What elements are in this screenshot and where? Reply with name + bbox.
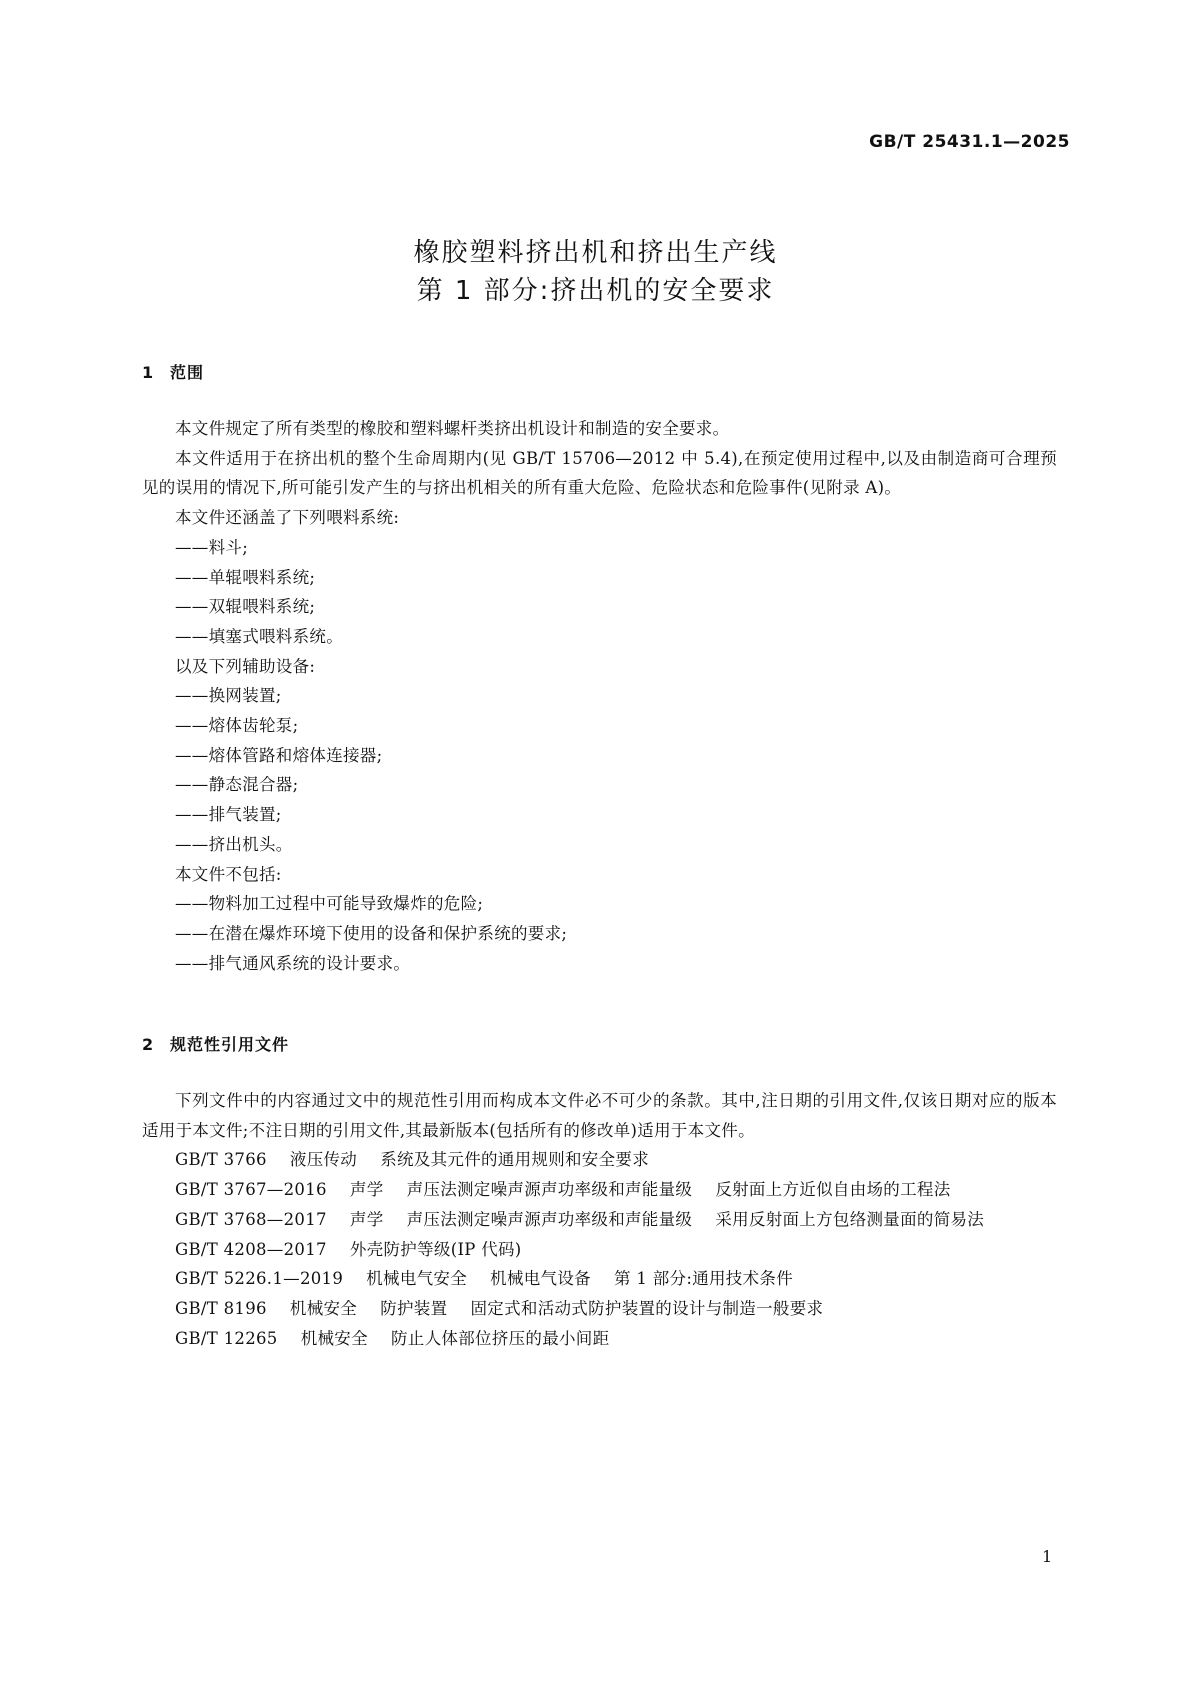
reference-title: 液压传动 [289, 1150, 358, 1170]
list-item: ——物料加工过程中可能导致爆炸的危险; [175, 894, 484, 914]
list-item: ——在潜在爆炸环境下使用的设备和保护系统的要求; [175, 923, 568, 943]
list-item: ——填塞式喂料系统。 [175, 626, 343, 646]
list-item: ——换网装置; [175, 686, 282, 706]
reference-title: 声学 [349, 1180, 384, 1200]
reference-item [142, 1264, 1057, 1294]
section-title: 范围 [170, 363, 205, 382]
document-title-line1: 橡胶塑料挤出机和挤出生产线 [413, 238, 778, 268]
reference-code: GB/T 4208—2017 [175, 1239, 327, 1259]
reference-item [142, 1205, 1057, 1235]
section-1-heading [142, 360, 204, 383]
reference-title: 固定式和活动式防护装置的设计与制造一般要求 [470, 1298, 824, 1318]
reference-title: 声压法测定噪声源声功率级和声能量级 [406, 1180, 693, 1200]
section-number: 1 [142, 363, 155, 382]
reference-code: GB/T 12265 [175, 1328, 278, 1348]
reference-title: 机械安全 [300, 1328, 368, 1348]
reference-code: GB/T 8196 [175, 1298, 267, 1318]
section-1-body [142, 414, 1057, 978]
reference-item [142, 1175, 1057, 1205]
paragraph: 本文件规定了所有类型的橡胶和塑料螺杆类挤出机设计和制造的安全要求。 [175, 419, 730, 438]
list-item: ——熔体管路和熔体连接器; [175, 745, 383, 765]
reference-code: GB/T 3767—2016 [175, 1180, 327, 1200]
paragraph: 本文件还涵盖了下列喂料系统: [175, 508, 400, 528]
reference-title: 防护装置 [380, 1298, 448, 1318]
list-item: ——单辊喂料系统; [175, 567, 316, 587]
reference-code: GB/T 5226.1—2019 [175, 1269, 344, 1289]
document-title-line2: 第 1 部分:挤出机的安全要求 [416, 276, 775, 306]
reference-title: 采用反射面上方包络测量面的简易法 [715, 1209, 985, 1229]
reference-item [142, 1294, 1057, 1324]
paragraph: 本文件不包括: [175, 864, 282, 884]
list-item: ——静态混合器; [175, 775, 299, 795]
list-item: ——排气装置; [175, 805, 282, 825]
reference-title: 外壳防护等级(IP 代码) [349, 1239, 522, 1259]
page-number: 1 [1042, 1547, 1053, 1566]
section-2-heading [142, 1032, 289, 1055]
paragraph: 以及下列辅助设备: [175, 656, 316, 676]
reference-title: 声压法测定噪声源声功率级和声能量级 [406, 1209, 693, 1229]
reference-code: GB/T 3768—2017 [175, 1209, 327, 1229]
reference-title: 机械安全 [289, 1298, 358, 1318]
reference-title: 机械电气安全 [366, 1269, 468, 1289]
paragraph: 下列文件中的内容通过文中的规范性引用而构成本文件必不可少的条款。其中,注日期的引用文件,仅该日期对应的版本适用于本文件;不注日期的引用文件,其最新版本(包括所有的修改单)适用于本文件。 [142, 1091, 1057, 1140]
list-item: ——熔体齿轮泵; [175, 716, 299, 736]
list-item: ——料斗; [175, 537, 249, 557]
paragraph: 本文件适用于在挤出机的整个生命周期内(见 GB/T 15706—2012 中 5.4),在预定使用过程中,以及由制造商可合理预见的误用的情况下,所可能引发产生的与挤出机相关的所有重大危险、危险状态和危险事件(见附录 A)。 [142, 448, 1057, 498]
reference-item [142, 1324, 1057, 1354]
reference-title: 防止人体部位挤压的最小间距 [391, 1328, 610, 1348]
list-item: ——排气通风系统的设计要求。 [175, 953, 411, 973]
reference-item [142, 1235, 1057, 1265]
standard-number: GB/T 25431.1—2025 [869, 132, 1070, 152]
list-item: ——双辊喂料系统; [175, 597, 316, 617]
reference-title: 机械电气设备 [490, 1269, 591, 1289]
reference-item [142, 1145, 1057, 1175]
section-title: 规范性引用文件 [170, 1035, 290, 1054]
reference-title: 声学 [349, 1209, 384, 1229]
section-2-body [142, 1086, 1057, 1353]
section-number: 2 [142, 1035, 155, 1054]
reference-title: 系统及其元件的通用规则和安全要求 [380, 1150, 650, 1170]
reference-code: GB/T 3766 [175, 1150, 267, 1170]
list-item: ——挤出机头。 [175, 834, 293, 854]
reference-title: 反射面上方近似自由场的工程法 [715, 1180, 951, 1200]
reference-title: 第 1 部分:通用技术条件 [614, 1269, 793, 1289]
